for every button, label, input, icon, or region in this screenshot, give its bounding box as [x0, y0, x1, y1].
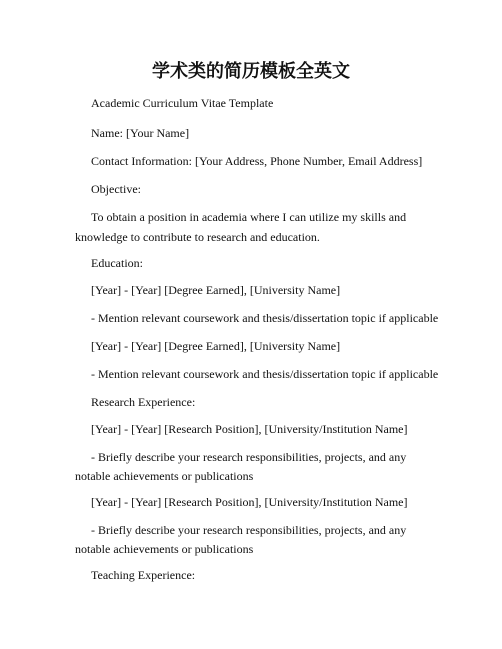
education-entry-1-detail: - Mention relevant coursework and thesis/dissertation topic if applicable — [91, 311, 439, 325]
education-entry-1: [Year] - [Year] [Degree Earned], [University Name] — [91, 283, 341, 297]
research-heading: Research Experience: — [91, 395, 196, 409]
objective-text-line-2: knowledge to contribute to research and education. — [75, 230, 320, 244]
cv-heading: Academic Curriculum Vitae Template — [91, 96, 274, 110]
research-entry-2-detail-line-2: notable achievements or publications — [75, 542, 254, 556]
education-entry-2-detail: - Mention relevant coursework and thesis/dissertation topic if applicable — [91, 367, 439, 381]
name-line: Name: [Your Name] — [91, 126, 190, 140]
research-entry-1-detail-line-2: notable achievements or publications — [75, 469, 254, 483]
education-entry-2: [Year] - [Year] [Degree Earned], [University Name] — [91, 339, 341, 353]
objective-heading: Objective: — [91, 182, 141, 196]
objective-text-line-1: To obtain a position in academia where I can utilize my skills and — [91, 210, 407, 224]
research-entry-1: [Year] - [Year] [Research Position], [University/Institution Name] — [91, 422, 408, 436]
research-entry-2: [Year] - [Year] [Research Position], [University/Institution Name] — [91, 495, 408, 509]
research-entry-2-detail-line-1: - Briefly describe your research responsibilities, projects, and any — [91, 523, 407, 537]
contact-line: Contact Information: [Your Address, Phone Number, Email Address] — [91, 154, 423, 168]
education-heading: Education: — [91, 256, 143, 270]
document-title: 学术类的简历模板全英文 — [152, 61, 350, 82]
teaching-heading: Teaching Experience: — [91, 568, 196, 582]
research-entry-1-detail-line-1: - Briefly describe your research responsibilities, projects, and any — [91, 450, 407, 464]
